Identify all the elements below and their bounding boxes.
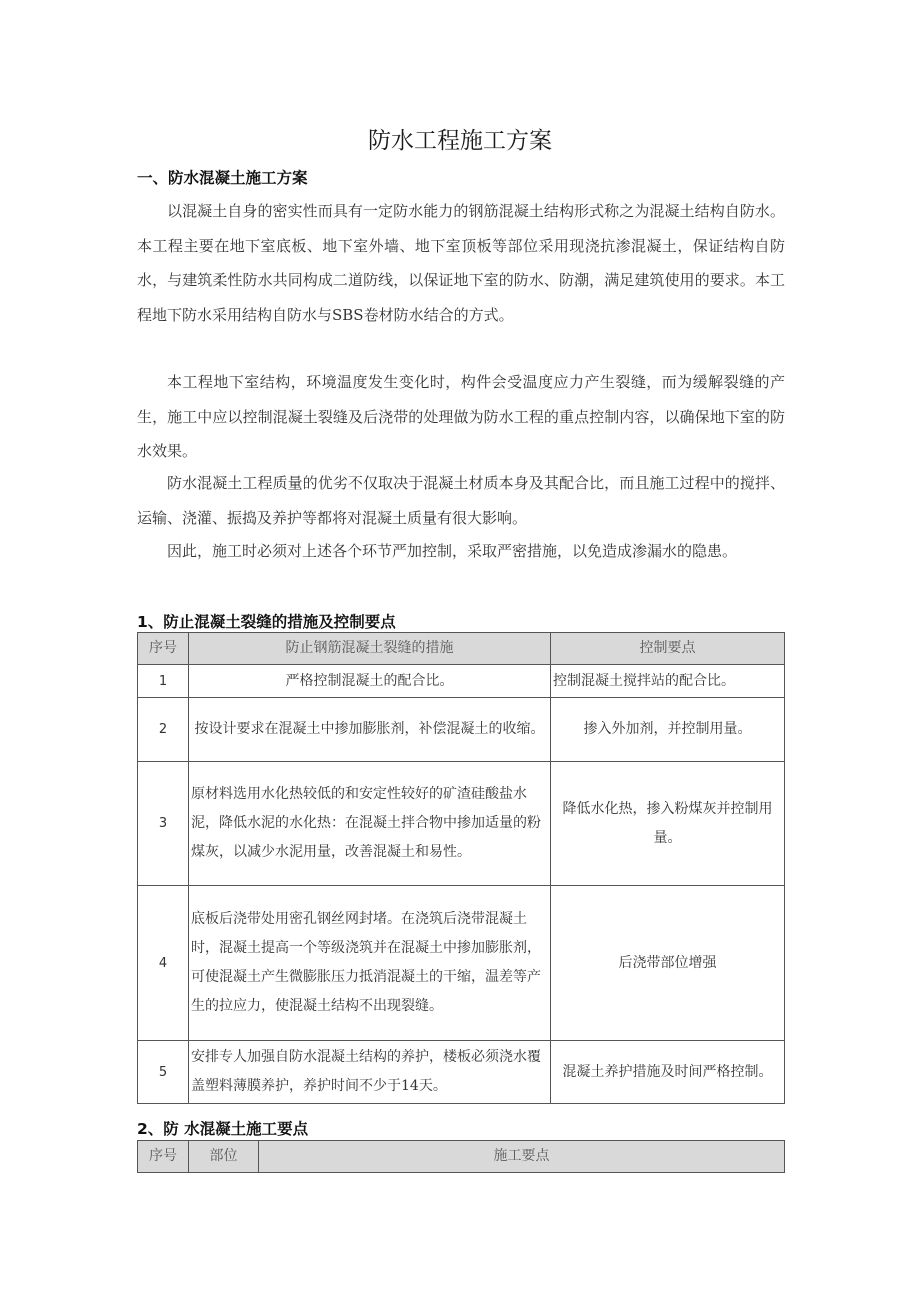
table-row — [138, 762, 785, 886]
measure-cell: 安排专人加强自防水混凝土结构的养护，楼板必须浇水覆盖塑料薄膜养护，养护时间不少于14天。 — [189, 1041, 551, 1104]
measure-cell: 按设计要求在混凝土中掺加膨胀剂，补偿混凝土的收缩。 — [189, 698, 551, 762]
header-cell: 控制要点 — [551, 633, 785, 665]
control-point-cell: 后浇带部位增强 — [551, 886, 785, 1041]
table-row — [138, 665, 785, 698]
row-number: 3 — [138, 762, 189, 886]
table-header-row — [138, 633, 785, 665]
row-number: 1 — [138, 665, 189, 698]
header-cell: 序号 — [138, 633, 189, 665]
paragraph: 防水混凝土工程质量的优劣不仅取决于混凝土材质本身及其配合比，而且施工过程中的搅拌、运输、浇灌、振捣及养护等都将对混凝土质量有很大影响。 — [137, 474, 785, 527]
header-cell: 序号 — [138, 1141, 189, 1173]
table-row — [138, 698, 785, 762]
measure-cell: 严格控制混凝土的配合比。 — [189, 665, 551, 698]
measure-cell: 原材料选用水化热较低的和安定性较好的矿渣硅酸盐水泥，降低水泥的水化热：在混凝土拌合物中掺加适量的粉煤灰，以减少水泥用量，改善混凝土和易性。 — [189, 762, 551, 886]
header-cell: 防止钢筋混凝土裂缝的措施 — [189, 633, 551, 665]
paragraph: 以混凝土自身的密实性而具有一定防水能力的钢筋混凝土结构形式称之为混凝土结构自防水。本工程主要在地下室底板、地下室外墙、地下室顶板等部位采用现浇抗渗混凝土，保证结构自防水，与建筑柔性防水共同构成二道防线，以保证地下室的防水、防潮，满足建筑使用的要求。本工程地下防水采用结构自防水与SBS卷材防水结合的方式。 — [137, 202, 785, 324]
row-number: 5 — [138, 1041, 189, 1104]
paragraph: 本工程地下室结构，环境温度发生变化时，构件会受温度应力产生裂缝，而为缓解裂缝的产生，施工中应以控制混凝土裂缝及后浇带的处理做为防水工程的重点控制内容，以确保地下室的防水效果。 — [137, 373, 785, 460]
table1-heading: 1、防止混凝土裂缝的措施及控制要点 — [137, 613, 396, 631]
control-point-cell: 混凝土养护措施及时间严格控制。 — [551, 1041, 785, 1104]
header-cell: 部位 — [189, 1141, 259, 1173]
table-header-row — [138, 1141, 785, 1173]
row-number: 4 — [138, 886, 189, 1041]
header-cell: 施工要点 — [259, 1141, 785, 1173]
table-row — [138, 886, 785, 1041]
measure-cell: 底板后浇带处用密孔钢丝网封堵。在浇筑后浇带混凝土时，混凝土提高一个等级浇筑并在混凝土中掺加膨胀剂，可使混凝土产生微膨胀压力抵消混凝土的干缩，温差等产生的拉应力，使混凝土结构不出现裂缝。 — [189, 886, 551, 1041]
crack-measures-table — [137, 632, 785, 1104]
construction-points-table — [137, 1140, 785, 1173]
table2-heading: 2、防 水混凝土施工要点 — [137, 1120, 309, 1138]
section-heading-1: 一、防水混凝土施工方案 — [137, 169, 308, 187]
row-number: 2 — [138, 698, 189, 762]
control-point-cell: 控制混凝土搅拌站的配合比。 — [551, 665, 785, 698]
control-point-cell: 掺入外加剂，并控制用量。 — [551, 698, 785, 762]
control-point-cell: 降低水化热，掺入粉煤灰并控制用量。 — [551, 762, 785, 886]
page-title: 防水工程施工方案 — [368, 128, 552, 154]
table-row — [138, 1041, 785, 1104]
paragraph: 因此，施工时必须对上述各个环节严加控制，采取严密措施，以免造成渗漏水的隐患。 — [167, 542, 738, 560]
